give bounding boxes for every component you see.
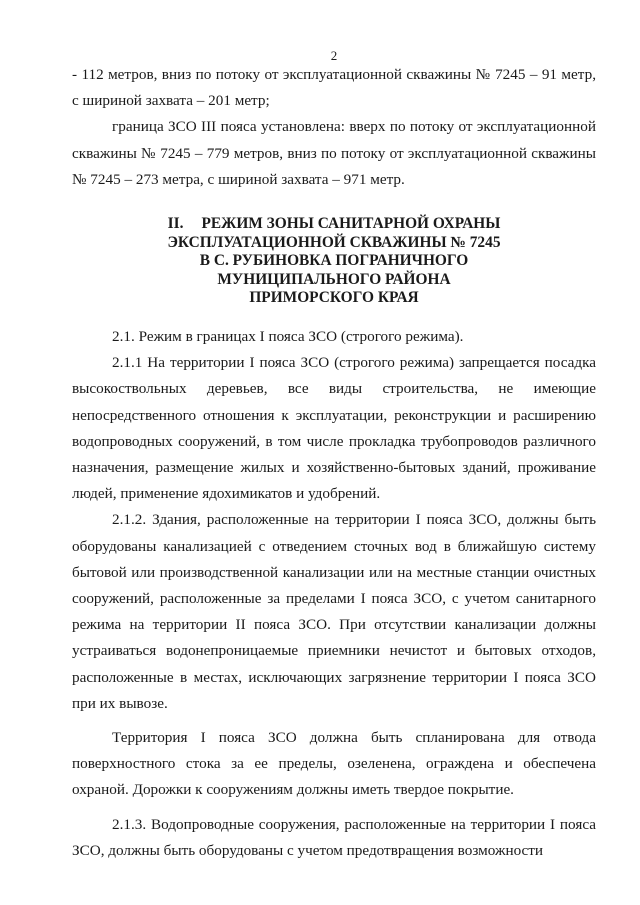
paragraph-territory: Территория I пояса ЗСО должна быть спланирована для отвода поверхностного стока за ее пределы, озеленена, ограждена и обеспечена охраной. Дорожки к сооружениям должны иметь твердое покрытие. bbox=[72, 729, 596, 799]
section-title-line-2: ЭКСПЛУАТАЦИОННОЙ СКВАЖИНЫ № 7245 bbox=[167, 233, 501, 251]
paragraph-continuation: - 112 метров, вниз по потоку от эксплуатационной скважины № 7245 – 91 метр, с шириной захвата – 201 метр; bbox=[72, 66, 596, 110]
section-heading-line-1 bbox=[72, 215, 596, 234]
section-title-line-3: В С. РУБИНОВКА ПОГРАНИЧНОГО bbox=[199, 252, 469, 270]
paragraph-2-1-2: 2.1.2. Здания, расположенные на территории I пояса ЗСО, должны быть оборудованы канализацией с отведением сточных вод в ближайшую систему бытовой или производственной канализации или на местные станции очистных сооружений, расположенные за пределами I пояса ЗСО, с учетом санитарного режима на территории II пояса ЗСО. При отсутствии канализации должны устраиваться водонепроницаемые приемники нечистот и бытовых отходов, расположенные в местах, исключающих загрязнение территории I пояса ЗСО при их вывозе. bbox=[72, 511, 596, 712]
section-number: II. bbox=[167, 215, 184, 233]
section-title-line-5: ПРИМОРСКОГО КРАЯ bbox=[249, 289, 419, 307]
page-number: 2 bbox=[330, 48, 338, 63]
paragraph-2-1-1: 2.1.1 На территории I пояса ЗСО (строгого режима) запрещается посадка высокоствольных деревьев, все виды строительства, не имеющие непосредственного отношения к эксплуатации, реконструкции и расширению водопроводных сооружений, в том числе прокладка трубопроводов различного назначения, размещение жилых и хозяйственно-бытовых зданий, проживание людей, применение ядохимикатов и удобрений. bbox=[72, 354, 596, 503]
paragraph-zone-3-boundary: граница ЗСО III пояса установлена: вверх по потоку от эксплуатационной скважины № 7245 – 779 метров, вниз по потоку от эксплуатационной скважины № 7245 – 273 метра, с шириной захвата – 971 метр. bbox=[72, 118, 596, 188]
document-body bbox=[72, 62, 596, 864]
section-title-line-1: РЕЖИМ ЗОНЫ САНИТАРНОЙ ОХРАНЫ bbox=[201, 215, 501, 233]
section-heading bbox=[72, 215, 596, 308]
paragraph-2-1: 2.1. Режим в границах I пояса ЗСО (строгого режима). bbox=[112, 327, 464, 345]
section-title-line-4: МУНИЦИПАЛЬНОГО РАЙОНА bbox=[217, 270, 451, 288]
paragraph-2-1-3: 2.1.3. Водопроводные сооружения, расположенные на территории I пояса ЗСО, должны быть оборудованы с учетом предотвращения возможности bbox=[72, 815, 596, 859]
